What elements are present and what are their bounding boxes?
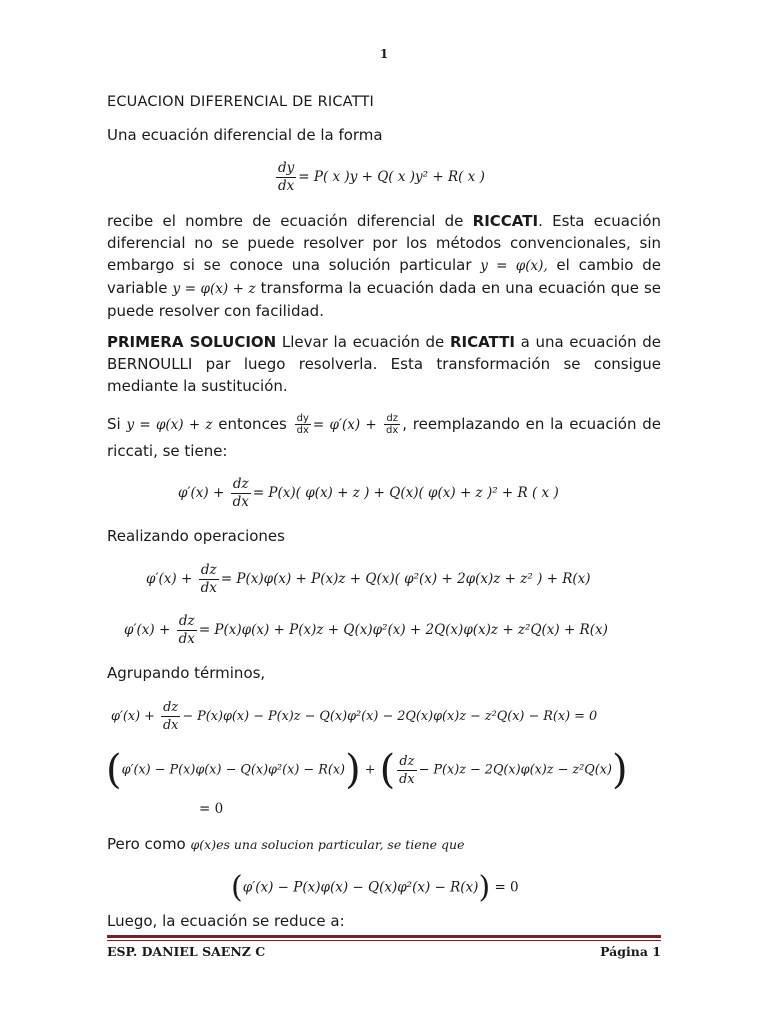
paragraph-primera-solucion: PRIMERA SOLUCION Llevar la ecuación de RICATTI a una ecuación de BERNOULLI par luego resolverla. Esta transformación se consigue mediante la sustitución. bbox=[107, 333, 661, 395]
paragraph-substitution: Si y = φ(x) + z entonces $\frac{dy}{dx}$ = φ′(x) + $\frac{dz}{dx}$ , reemplazando en la ecuación de riccati, se tiene: bbox=[107, 413, 661, 460]
paragraph-riccati-definition: recibe el nombre de ecuación diferencial de RICCATI. Esta ecuación diferencial no se puede resolver por los métodos convencionales, sin embargo si se conoce una solución particular y = φ(x), el cambio de variable y = φ(x) + z transforma la ecuación dada en una ecuación que se puede resolver con facilidad. bbox=[107, 212, 661, 320]
equation-particular-solution: (φ′(x) − P(x)φ(x) − Q(x)φ²(x) − R(x)) = 0 bbox=[231, 870, 519, 905]
footer-author: ESP. DANIEL SAENZ C bbox=[107, 944, 266, 959]
riccati-equation: $\frac{dy}{dx}$ = P( x )y + Q( x )y² + R( x ) bbox=[278, 160, 485, 194]
document-title: ECUACION DIFERENCIAL DE RICATTI bbox=[107, 94, 375, 110]
agrupando-label: Agrupando términos, bbox=[107, 664, 266, 682]
equation-grouped: φ′(x) + $\frac{dz}{dx}$ − P(x)φ(x) − P(x)z − Q(x)φ²(x) − 2Q(x)φ(x)z − z²Q(x) − R(x) = 0 bbox=[111, 700, 598, 733]
equation-substituted: φ′(x) + $\frac{dz}{dx}$ = P(x)( φ(x) + z ) + Q(x)( φ(x) + z )² + R ( x ) bbox=[178, 476, 559, 510]
intro-text: Una ecuación diferencial de la forma bbox=[107, 126, 383, 144]
equation-expanded-1: φ′(x) + $\frac{dz}{dx}$ = P(x)φ(x) + P(x)z + Q(x)( φ²(x) + 2φ(x)z + z² ) + R(x) bbox=[146, 562, 591, 596]
luego-label: Luego, la ecuación se reduce a: bbox=[107, 912, 345, 930]
page-number: 1 bbox=[379, 47, 389, 61]
footer-rule-thick bbox=[107, 935, 661, 938]
equation-equals-zero: = 0 bbox=[199, 801, 224, 817]
realizando-label: Realizando operaciones bbox=[107, 527, 285, 545]
equation-expanded-2: φ′(x) + $\frac{dz}{dx}$ = P(x)φ(x) + P(x)z + Q(x)φ²(x) + 2Q(x)φ(x)z + z²Q(x) + R(x) bbox=[124, 613, 608, 647]
footer-rule-thin bbox=[107, 940, 661, 941]
equation-parenthesized: (φ′(x) − P(x)φ(x) − Q(x)φ²(x) − R(x)) + ( $\frac{dz}{dx}$ − P(x)z − 2Q(x)φ(x)z − z²Q(x)) bbox=[106, 747, 628, 793]
footer-page-label: Página 1 bbox=[600, 944, 661, 959]
paragraph-pero-como: Pero como φ(x)es una solucion particular, se tiene que bbox=[107, 835, 465, 853]
fraction-dy-dx: $\frac{dy}{dx}$ bbox=[278, 160, 295, 194]
